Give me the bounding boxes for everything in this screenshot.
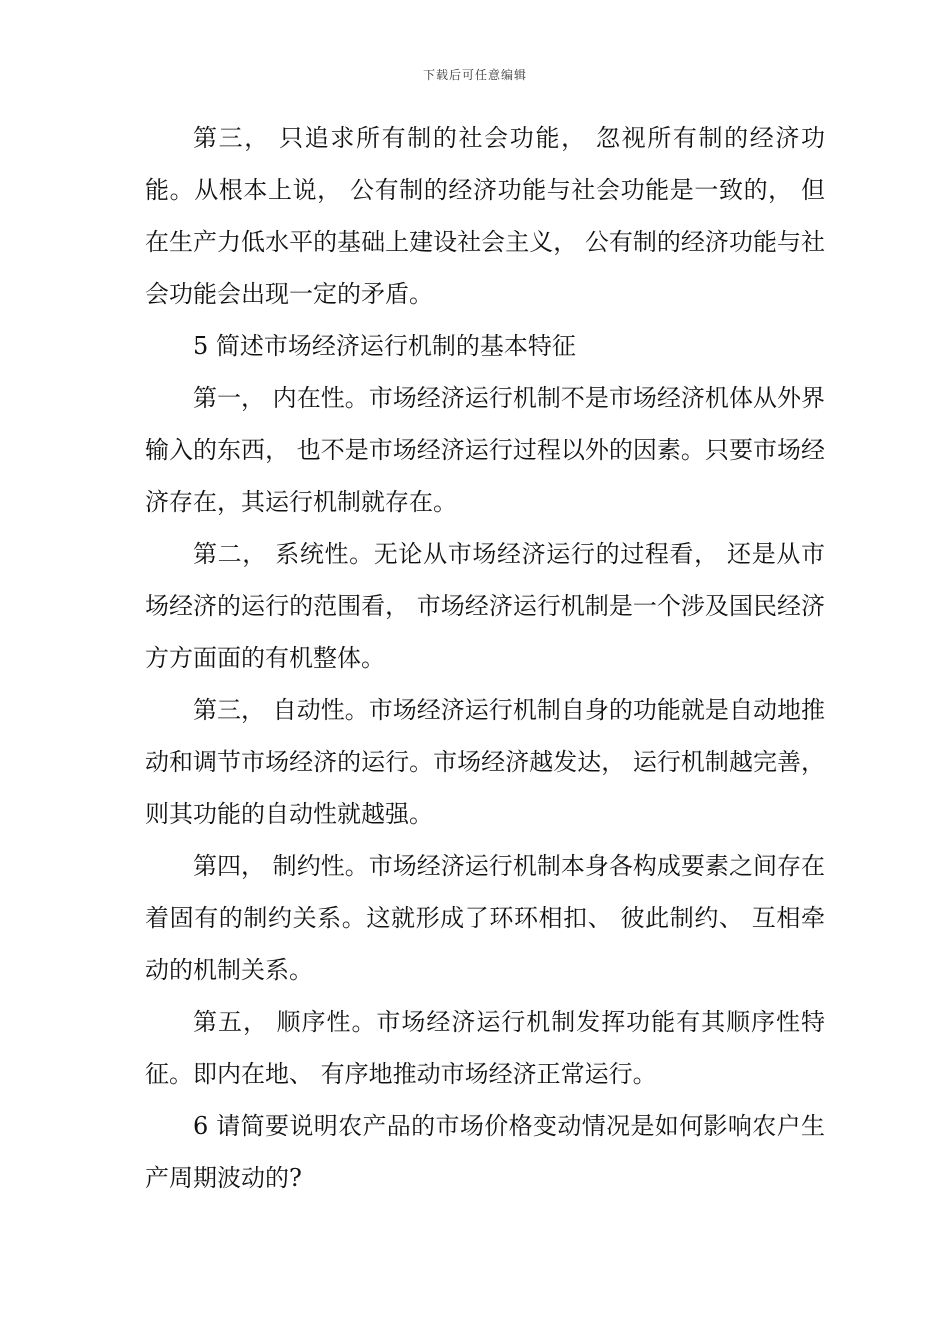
paragraph-automatic: 第三， 自动性。市场经济运行机制自身的功能就是自动地推动和调节市场经济的运行。市场经济越发达， 运行机制越完善，则其功能的自动性就越强。 <box>145 696 825 828</box>
question-5-heading: 5 简述市场经济运行机制的基本特征 <box>193 332 576 360</box>
question-6-heading: 6 请简要说明农产品的市场价格变动情况是如何影响农户生产周期波动的? <box>145 1112 825 1192</box>
paragraph-constraint: 第四， 制约性。市场经济运行机制本身各构成要素之间存在着固有的制约关系。这就形成了环环相扣、 彼此制约、 互相牵动的机制关系。 <box>145 852 825 984</box>
paragraph-systemic: 第二， 系统性。无论从市场经济运行的过程看， 还是从市场经济的运行的范围看， 市场经济运行机制是一个涉及国民经济方方面面的有机整体。 <box>145 540 825 672</box>
document-body <box>145 112 825 1204</box>
paragraph-third-point: 第三， 只追求所有制的社会功能， 忽视所有制的经济功能。从根本上说， 公有制的经济功能与社会功能是一致的， 但在生产力低水平的基础上建设社会主义， 公有制的经济功能与社会功能会出现一定的矛盾。 <box>145 124 825 308</box>
paragraph-sequential: 第五， 顺序性。市场经济运行机制发挥功能有其顺序性特征。即内在地、 有序地推动市场经济正常运行。 <box>145 1008 825 1088</box>
paragraph-intrinsic: 第一， 内在性。市场经济运行机制不是市场经济机体从外界输入的东西， 也不是市场经济运行过程以外的因素。只要市场经济存在，其运行机制就存在。 <box>145 384 825 516</box>
page-header: 下载后可任意编辑 <box>422 68 527 82</box>
